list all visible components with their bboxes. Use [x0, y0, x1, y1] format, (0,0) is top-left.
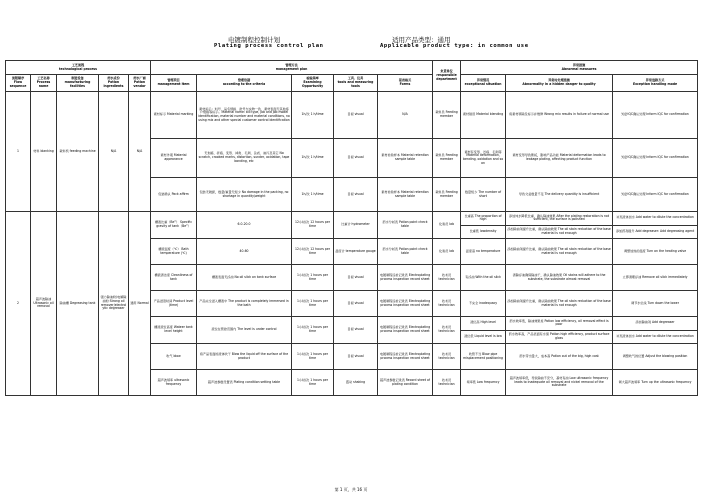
column-header-c1-en: Flow sequence	[9, 80, 27, 88]
s1-equip: 裁料机 feeding machine	[57, 92, 99, 212]
s2-item: 槽液温度（℃） Bath temperature (℃)	[151, 239, 197, 265]
header-management-en: management plan	[275, 66, 308, 71]
column-header-c2-en: Process name	[36, 80, 51, 88]
s1-resp: 裁料员 Feeding member	[433, 139, 461, 178]
s2-equip: 除油槽 Degreasing tank	[57, 212, 99, 396]
s2-resp: 化验员 lab	[433, 212, 461, 239]
s2-ing: 强力除油粉/电解除油粉 Strong oil remover/electrolytic degreaser	[99, 212, 129, 396]
s2-criteria: 槽液表面无浮油 No oil slick on tank surface	[197, 265, 292, 291]
s1-freq: 1h/次 1 h/time	[292, 92, 334, 139]
s1-item: 素材标示 Material marking	[151, 92, 197, 139]
s2-resp: 技术员 technician	[433, 344, 461, 370]
column-header-c12-cn: 异常情况	[476, 78, 490, 83]
column-header-c5-cn: 药水厂商	[133, 76, 146, 81]
column-header-c5-en: Potion vendor	[133, 80, 146, 88]
s2-item: 槽液液位高度 Wateer tank level height	[151, 317, 197, 344]
s2-tracking: 添加药剂提升 Add degreaser: Add degreasing agent	[613, 225, 698, 239]
header-process-cn: 工艺流程	[71, 62, 85, 67]
s2-criteria: 产品完全浸入槽液中 The product is completely immersed in the bath	[197, 291, 292, 317]
s1-item: 包装确认 Pack affirm	[151, 178, 197, 212]
s2-form: 超声波参数记录表 Record sheet of plating condition	[378, 370, 433, 396]
column-header-c1-cn: 流程顺序	[11, 76, 25, 81]
s2-form: 电镀制程巡检记录表 Electroplating process inspection record sheet	[378, 265, 433, 291]
s1-form: 素材检验样本 Material retention sample table	[378, 139, 433, 178]
column-header-c4-en: Potion ingredients	[103, 80, 124, 88]
column-header-c4	[99, 75, 129, 92]
column-header-c9-en: tools and measuring tools	[337, 80, 374, 88]
header-responsible-en: responsible department	[436, 73, 457, 81]
s2-tracking: 补充液体加水 Add water to dilute the concentration	[613, 212, 698, 226]
s2-tool: 目视 visual	[334, 291, 378, 317]
page-footer: 第 1 页，共 16 页	[334, 487, 368, 492]
title-en: Plating process control plan	[214, 43, 324, 49]
s1-trk: 知会IQC确认处理 Inform IQC for confirmation	[613, 92, 698, 139]
column-header-c2-cn: 工艺名称	[37, 76, 50, 81]
column-header-c6	[151, 75, 197, 92]
header-management-cn: 管理方法	[285, 62, 298, 67]
s1-freq: 1h/次 1 h/time	[292, 178, 334, 212]
s2-exception: 有浮油 With the oil slick	[461, 265, 506, 291]
table-body	[6, 61, 698, 396]
s2-exception: 温度高 no temperature	[461, 239, 506, 265]
column-header-c3	[57, 75, 99, 92]
column-header-c6-cn: 管理项目	[167, 78, 180, 83]
s2-resp: 技术员 technician	[433, 265, 461, 291]
s2-tracking: 调节水位线 Turn down the lower	[613, 291, 698, 317]
s2-tracking: 添加除油剂 Add degreaser	[613, 317, 698, 331]
s1-trk: 知会IQC确认处理 Inform IQC for confirmation	[613, 139, 698, 178]
s1-tool: 目视 visual	[334, 92, 378, 139]
s2-action: 添加纯水降低比重，确认除油效果 After the plating restoration is not sufficient, the surface is polished	[506, 212, 613, 226]
s2-form: 药水分析表 Potion point check table	[378, 239, 433, 265]
s1-seq: 1	[6, 92, 31, 212]
column-header-c8-en: Examining Opportunity	[301, 80, 324, 88]
s2-tool: 目视 visual	[334, 265, 378, 291]
s2-freq: 1小时/次 1 hours per time	[292, 344, 334, 370]
s1-form: N/A	[378, 92, 433, 139]
s1-tool: 目视 visual	[334, 139, 378, 178]
column-header-c7	[197, 75, 292, 92]
s2-resp: 技术员 technician	[433, 291, 461, 317]
s2-criteria: 6.0-20.0	[197, 212, 292, 239]
s2-freq: 1小时/次 1 hours per time	[292, 291, 334, 317]
s2-exception: 比重高 The proportion of high	[461, 212, 506, 226]
s1-ex: 素材错误 Material blending	[461, 92, 506, 139]
column-header-c10	[378, 75, 433, 92]
s2-ven: 通用 Normal	[129, 212, 151, 396]
control-plan-table	[5, 60, 698, 396]
s2-item: 产品浸泡时间 Product level (time)	[151, 291, 197, 317]
column-header-c14	[613, 75, 698, 92]
s1-act: 素材变形导致断板，影响产品功能 Material deformation leads to leakage plating, affecting product function	[506, 139, 613, 178]
s2-item: 吹气 blow	[151, 344, 197, 370]
product-type-en: Applicable product type: in common use	[380, 43, 529, 49]
column-header-c5	[129, 75, 151, 92]
column-header-c14-en: Exception handling mode	[632, 82, 678, 86]
s2-exception: 不完全 inadequacy	[461, 291, 506, 317]
table-row	[6, 92, 698, 139]
s2-form: 电镀制程巡检记录表 Electroplating process inspection record sheet	[378, 344, 433, 370]
column-header-c13-en: Abnormality in a hidden danger to quality	[522, 82, 596, 86]
header-responsible-cn: 负责单位	[440, 69, 453, 74]
document-header	[0, 0, 702, 48]
s2-exception: 比重低 lowdensity	[461, 225, 506, 239]
s2-exception: 液位高 High level	[461, 317, 506, 331]
s1-trk: 知会IQC确认处理 Inform IQC for confirmation	[613, 178, 698, 212]
s1-criteria: 包装无破损，数量/重量无短少 No damage in the packing, no shortage in quantity/weight	[197, 178, 292, 212]
s1-form: 素材检验样本 Material retention sample table	[378, 178, 433, 212]
s2-action: 添加除油剂提升比重，确认除油效果 The oil stain reduction of the base material is not enough	[506, 239, 613, 265]
column-header-c8-cn: 检验频率	[306, 76, 319, 81]
s1-ven: N/A	[129, 92, 151, 212]
column-header-c3-en: manufacturing facilities	[64, 80, 91, 88]
s2-tracking: 立即清理浮油 Remove oil slick immediately	[613, 265, 698, 291]
s2-tracking: 调大超声波频率 Turn up the ultrasonic frequency	[613, 370, 698, 396]
s2-item: 超声波频率 ultrasonic frequency	[151, 370, 197, 396]
s2-action: 清除浮油确保除油干，确认除油效果 Oil stains will adhere to the substrate, the substrate almost removal	[506, 265, 613, 291]
s2-exception: 频率低 Low frequency	[461, 370, 506, 396]
s1-proc: 材料 blanking	[31, 92, 57, 212]
table-row	[6, 212, 698, 226]
s1-criteria: 无划痕、折痕、变形、掉角、毛刺、杂质、油污及其它 No scratch, crooked marks, distortion, sunder, oxidation, tape bonding, etc	[197, 139, 292, 178]
column-header-c2	[31, 75, 57, 92]
s2-tool: 目视 visual	[334, 344, 378, 370]
column-header-c1	[6, 75, 31, 92]
s2-item: 槽液清洁度 Cleanliness of tank	[151, 265, 197, 291]
column-header-c4-cn: 药水成份	[107, 76, 120, 81]
header-column-row	[6, 75, 698, 92]
column-header-c3-cn: 制造设备	[71, 76, 84, 81]
s2-exception: 吹管不当 Blow pipe misplacement positioning	[461, 344, 506, 370]
column-header-c7-en: according to the criteria	[222, 82, 266, 86]
header-abnormal-cn: 异常措施	[572, 62, 586, 67]
header-process	[6, 61, 151, 75]
s2-item: 槽液比重（Be°） Specific gravity of tank（Be°）	[151, 212, 197, 239]
s2-criteria: 将产品表面的液体吹干 Blow the liquid off the surface of the product	[197, 344, 292, 370]
s2-criteria: 40-60	[197, 239, 292, 265]
column-header-c7-cn: 管理依据	[237, 78, 251, 83]
column-header-c8	[292, 75, 334, 92]
s1-resp: 裁料员 Feeding member	[433, 92, 461, 139]
s2-form: 电镀制程巡检记录表 Electroplating process inspection record sheet	[378, 317, 433, 344]
s2-tracking: 补充液体加水 Add water to dilute the concentration	[613, 330, 698, 344]
s1-ex: 素材有变形、凹痕、毛刺等 Material deformation, bending, oxidation and so on	[461, 139, 506, 178]
s2-freq: 1小时/次 1 hours per time	[292, 370, 334, 396]
s2-criteria: 超声波参数设置表 Plating condition setting table	[197, 370, 292, 396]
column-header-c10-en: Forms	[399, 82, 411, 86]
s2-tracking: 调整吹气的位置 Adjust the blowing position	[613, 344, 698, 370]
column-header-c6-en: management item	[157, 82, 190, 86]
s2-form: 电镀制程巡检记录表 Electroplating process inspection record sheet	[378, 291, 433, 317]
s2-action: 添加除油剂提升比重，确认除油效果 The oil stain reduction of the base material is not enough	[506, 225, 613, 239]
s2-freq: 1小时/次 1 hours per time	[292, 265, 334, 291]
s1-freq: 1h/次 1 h/time	[292, 139, 334, 178]
s2-action: 药水带出量大，成本高 Potion out of the big, high cost	[506, 344, 613, 370]
s2-action: 药水效率低，除油效果差 Potion low efficiency, oil removal effect is poor	[506, 317, 613, 331]
s2-tool: 比重计 hydrometer	[334, 212, 378, 239]
s1-tool: 目视 visual	[334, 178, 378, 212]
s2-tool: 温度计 temperature gauge	[334, 239, 378, 265]
column-header-c14-cn: 异常追踪方式	[645, 78, 665, 83]
s1-resp: 裁料员 Feeding member	[433, 178, 461, 212]
s2-seq: 2	[6, 212, 31, 396]
s2-action: 药水效率高，产品表面有水渍 Potion high efficiency, product surface gloss	[506, 330, 613, 344]
s1-ing: N/A	[99, 92, 129, 212]
s1-criteria: 素材标示：料号、品名规格、批号与实物一致，素材表面无其他客户规格等标示。Material name: bill type, job and job model identification, material number and material conditions, no using mix and other special customer control identification	[197, 92, 292, 139]
header-responsible	[433, 61, 461, 92]
s2-tool: 震动 shaking	[334, 370, 378, 396]
s2-form: 药水分析表 Potion point check table	[378, 212, 433, 239]
column-header-c10-cn: 报表格式	[398, 78, 412, 83]
product-type-cn: 适用产品类型：通用	[392, 36, 451, 44]
column-header-c12	[461, 75, 506, 92]
s2-action: 添加除油剂提升比重，确认除油效果 The oil stain reduction of the base material is not enough	[506, 291, 613, 317]
s1-act: 将素材移除及标示并维修 Wrong mix results in failure of normal use	[506, 92, 613, 139]
s2-freq: 1小时/次 1 hours per time	[292, 317, 334, 344]
s1-item: 素材外观 Material appearance	[151, 139, 197, 178]
s2-freq: 12小时/次 12 hours per time	[292, 212, 334, 239]
header-group-row	[6, 61, 698, 75]
s2-resp: 技术员 technician	[433, 317, 461, 344]
column-header-c9	[334, 75, 378, 92]
s2-freq: 12小时/次 12 hours per time	[292, 239, 334, 265]
s2-tracking: 调整加热的温度 Turn on the heating valve	[613, 239, 698, 265]
column-header-c12-en: exceptional situation	[464, 82, 502, 86]
s2-resp: 技术员 technician	[433, 370, 461, 396]
s2-criteria: 液位在管控范围内 The level is under control	[197, 317, 292, 344]
s2-proc: 超声波除油 Ultrasonic oil removal	[31, 212, 57, 396]
s1-ex: 数量短少 The number of short	[461, 178, 506, 212]
header-process-en: technological process	[59, 66, 97, 71]
header-abnormal-en: Abnormal measures	[561, 66, 597, 71]
s2-action: 超声波频率低，导致除油不充分，基材有油 Low ultrasonic frequency leads to inadequate oil removal and nickel removal of the substrate	[506, 370, 613, 396]
header-abnormal	[461, 61, 698, 75]
column-header-c13-cn: 异常时处理措施	[548, 78, 570, 83]
column-header-c13	[506, 75, 613, 92]
s2-tool: 目视 visual	[334, 317, 378, 344]
s2-exception: 液位低 Liquid level is low	[461, 330, 506, 344]
title-cn: 电镀制程控制计划	[228, 36, 280, 44]
column-header-c9-cn: 工具、仪具	[347, 76, 364, 81]
s1-act: 导致交货数量不足 The delivery quantity is insufficient	[506, 178, 613, 212]
s2-resp: 化验员 lab	[433, 239, 461, 265]
header-management	[151, 61, 433, 75]
